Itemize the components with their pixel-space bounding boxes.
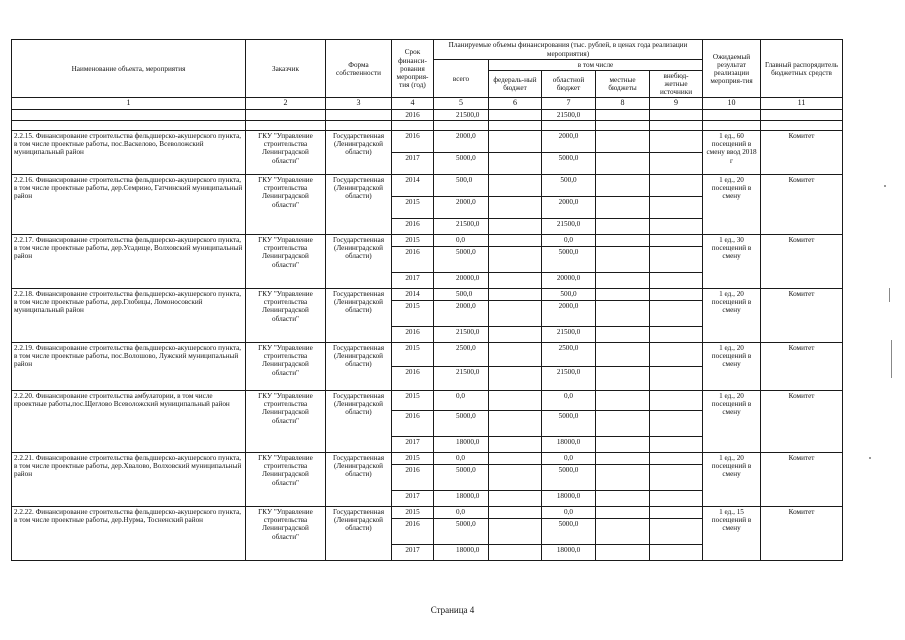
item-offbudget (650, 343, 703, 367)
item-customer: ГКУ "Управление строительства Ленинградской области" (246, 391, 326, 453)
item-federal (489, 219, 542, 235)
scan-speck (869, 457, 871, 459)
item-name: 2.2.16. Финансирование строительства фельдшерско-акушерского пункта, в том числе проектные работы, дер.Семрино, Гатчинский муниципальный район (12, 175, 246, 235)
item-regional: 5000,0 (542, 465, 596, 491)
item-federal (489, 273, 542, 289)
item-regional: 2000,0 (542, 131, 596, 153)
item-name: 2.2.20. Финансирование строительства амбулатории, в том числе проектные работы,пос.Щеглово Всеволожский муниципальный район (12, 391, 246, 453)
item-local (596, 453, 650, 465)
item-local (596, 507, 650, 519)
header-manager: Главный распорядитель бюджетных средств (761, 40, 843, 98)
item-regional: 0,0 (542, 235, 596, 247)
item-local (596, 131, 650, 153)
item-form: Государственная (Ленинградской области) (326, 343, 392, 391)
column-number: 2 (246, 98, 326, 110)
item-regional: 21500,0 (542, 327, 596, 343)
item-year: 2016 (392, 327, 434, 343)
item-local (596, 411, 650, 437)
header-total: всего (434, 60, 489, 98)
item-manager: Комитет (761, 343, 843, 391)
scan-mark (889, 288, 890, 302)
item-offbudget (650, 367, 703, 391)
item-manager: Комитет (761, 175, 843, 235)
column-number: 8 (596, 98, 650, 110)
item-total: 5000,0 (434, 519, 489, 545)
table-row (12, 343, 843, 367)
item-year: 2016 (392, 465, 434, 491)
item-regional: 0,0 (542, 391, 596, 411)
item-name: 2.2.18. Финансирование строительства фельдшерско-акушерского пункта, в том числе проектные работы, дер.Глобицы, Ломоносовский муниципальный район (12, 289, 246, 343)
item-name: 2.2.19. Финансирование строительства фельдшерско-акушерского пункта, в том числе проектные работы, пос.Волошово, Лужский муниципальный район (12, 343, 246, 391)
header-offbudget: внебюд-жетные источники (650, 71, 703, 98)
item-offbudget (650, 131, 703, 153)
item-federal (489, 391, 542, 411)
item-regional: 2500,0 (542, 343, 596, 367)
item-local (596, 273, 650, 289)
item-manager: Комитет (761, 289, 843, 343)
item-manager: Комитет (761, 235, 843, 289)
column-number: 9 (650, 98, 703, 110)
item-offbudget (650, 465, 703, 491)
item-local (596, 465, 650, 491)
item-federal (489, 545, 542, 561)
item-regional: 500,0 (542, 289, 596, 301)
item-federal (489, 411, 542, 437)
item-customer: ГКУ "Управление строительства Ленинградской области" (246, 289, 326, 343)
item-offbudget (650, 411, 703, 437)
scan-mark (891, 340, 892, 378)
item-local (596, 367, 650, 391)
item-year: 2017 (392, 437, 434, 453)
item-total: 0,0 (434, 391, 489, 411)
item-year: 2015 (392, 391, 434, 411)
table-row (12, 289, 843, 301)
item-federal (489, 519, 542, 545)
item-year: 2015 (392, 235, 434, 247)
item-offbudget (650, 437, 703, 453)
item-offbudget (650, 153, 703, 175)
table-row (12, 175, 843, 197)
item-local (596, 175, 650, 197)
item-offbudget (650, 453, 703, 465)
item-federal (489, 175, 542, 197)
item-form: Государственная (Ленинградской области) (326, 131, 392, 175)
item-total: 21500,0 (434, 367, 489, 391)
item-result: 1 ед., 15 посещений в смену (703, 507, 761, 561)
item-customer: ГКУ "Управление строительства Ленинградской области" (246, 507, 326, 561)
column-number-row (12, 98, 843, 110)
table-row (12, 110, 843, 121)
scan-speck (884, 185, 886, 187)
table-row (12, 131, 843, 153)
item-customer: ГКУ "Управление строительства Ленинградской области" (246, 343, 326, 391)
item-total: 18000,0 (434, 491, 489, 507)
item-name: 2.2.15. Финансирование строительства фельдшерско-акушерского пункта, в том числе проектные работы, пос.Васкелово, Всеволожский муниципальный район (12, 131, 246, 175)
item-federal (489, 289, 542, 301)
item-total: 2000,0 (434, 131, 489, 153)
item-offbudget (650, 301, 703, 327)
item-local (596, 391, 650, 411)
item-offbudget (650, 235, 703, 247)
item-regional: 5000,0 (542, 153, 596, 175)
item-federal (489, 367, 542, 391)
carry-regional: 21500,0 (542, 110, 596, 121)
item-total: 0,0 (434, 453, 489, 465)
item-customer: ГКУ "Управление строительства Ленинградской области" (246, 131, 326, 175)
item-offbudget (650, 219, 703, 235)
table-row (12, 235, 843, 247)
item-year: 2015 (392, 343, 434, 367)
item-manager: Комитет (761, 507, 843, 561)
header-local: местные бюджеты (596, 71, 650, 98)
item-federal (489, 153, 542, 175)
item-result: 1 ед., 60 посещений в смену ввод 2018 г (703, 131, 761, 175)
item-total: 5000,0 (434, 153, 489, 175)
item-form: Государственная (Ленинградской области) (326, 507, 392, 561)
item-federal (489, 131, 542, 153)
column-number: 5 (434, 98, 489, 110)
item-regional: 18000,0 (542, 437, 596, 453)
spacer-row (12, 121, 843, 131)
column-number: 7 (542, 98, 596, 110)
header-form: Форма собственности (326, 40, 392, 98)
item-total: 0,0 (434, 235, 489, 247)
financing-table (11, 39, 843, 561)
item-total: 5000,0 (434, 465, 489, 491)
column-number: 1 (12, 98, 246, 110)
item-regional: 5000,0 (542, 519, 596, 545)
column-number: 11 (761, 98, 843, 110)
item-regional: 5000,0 (542, 247, 596, 273)
item-year: 2017 (392, 545, 434, 561)
carry-total: 21500,0 (434, 110, 489, 121)
item-form: Государственная (Ленинградской области) (326, 453, 392, 507)
item-federal (489, 301, 542, 327)
carry-year: 2016 (392, 110, 434, 121)
item-federal (489, 197, 542, 219)
item-customer: ГКУ "Управление строительства Ленинградской области" (246, 453, 326, 507)
item-total: 2000,0 (434, 301, 489, 327)
item-local (596, 437, 650, 453)
item-federal (489, 437, 542, 453)
item-federal (489, 327, 542, 343)
item-year: 2017 (392, 153, 434, 175)
item-regional: 500,0 (542, 175, 596, 197)
item-total: 0,0 (434, 507, 489, 519)
header-name: Наименование объекта, мероприятия (12, 40, 246, 98)
item-year: 2016 (392, 519, 434, 545)
item-total: 5000,0 (434, 411, 489, 437)
item-local (596, 153, 650, 175)
item-regional: 2000,0 (542, 197, 596, 219)
item-regional: 18000,0 (542, 545, 596, 561)
table-body (12, 110, 843, 561)
item-form: Государственная (Ленинградской области) (326, 391, 392, 453)
item-offbudget (650, 391, 703, 411)
item-regional: 21500,0 (542, 219, 596, 235)
item-year: 2017 (392, 491, 434, 507)
item-offbudget (650, 273, 703, 289)
item-federal (489, 465, 542, 491)
item-year: 2016 (392, 367, 434, 391)
column-number: 6 (489, 98, 542, 110)
page-number: Страница 4 (430, 605, 475, 615)
item-year: 2016 (392, 131, 434, 153)
table-row (12, 391, 843, 411)
item-total: 500,0 (434, 289, 489, 301)
item-local (596, 545, 650, 561)
item-offbudget (650, 289, 703, 301)
item-local (596, 235, 650, 247)
header-customer: Заказчик (246, 40, 326, 98)
item-year: 2016 (392, 411, 434, 437)
table-row (12, 507, 843, 519)
item-offbudget (650, 507, 703, 519)
item-local (596, 519, 650, 545)
header-regional: областной бюджет (542, 71, 596, 98)
header-term: Срок финанси-рования мероприя-тия (год) (392, 40, 434, 98)
item-regional: 0,0 (542, 453, 596, 465)
item-result: 1 ед., 20 посещений в смену (703, 175, 761, 235)
item-federal (489, 343, 542, 367)
item-year: 2016 (392, 247, 434, 273)
item-result: 1 ед., 20 посещений в смену (703, 391, 761, 453)
item-total: 18000,0 (434, 545, 489, 561)
item-year: 2015 (392, 301, 434, 327)
item-year: 2014 (392, 175, 434, 197)
item-total: 18000,0 (434, 437, 489, 453)
header-planned: Планируемые объемы финансирования (тыс. рублей, в ценах года реализации мероприятия) (434, 40, 703, 60)
item-form: Государственная (Ленинградской области) (326, 175, 392, 235)
item-regional: 5000,0 (542, 411, 596, 437)
item-form: Государственная (Ленинградской области) (326, 289, 392, 343)
item-local (596, 247, 650, 273)
item-federal (489, 247, 542, 273)
item-offbudget (650, 175, 703, 197)
item-regional: 18000,0 (542, 491, 596, 507)
item-local (596, 491, 650, 507)
item-result: 1 ед., 20 посещений в смену (703, 343, 761, 391)
item-local (596, 289, 650, 301)
item-year: 2016 (392, 219, 434, 235)
item-regional: 21500,0 (542, 367, 596, 391)
item-total: 21500,0 (434, 219, 489, 235)
table-header (12, 40, 843, 110)
item-customer: ГКУ "Управление строительства Ленинградской области" (246, 175, 326, 235)
item-year: 2015 (392, 453, 434, 465)
item-offbudget (650, 197, 703, 219)
item-offbudget (650, 327, 703, 343)
item-regional: 20000,0 (542, 273, 596, 289)
item-result: 1 ед., 30 посещений в смену (703, 235, 761, 289)
item-federal (489, 507, 542, 519)
item-total: 21500,0 (434, 327, 489, 343)
item-year: 2014 (392, 289, 434, 301)
table-row (12, 453, 843, 465)
item-total: 20000,0 (434, 273, 489, 289)
item-local (596, 327, 650, 343)
item-year: 2015 (392, 197, 434, 219)
item-regional: 0,0 (542, 507, 596, 519)
item-offbudget (650, 519, 703, 545)
item-name: 2.2.17. Финансирование строительства фельдшерско-акушерского пункта, в том числе проектные работы, дер.Усадище, Волховский муниципальный район (12, 235, 246, 289)
column-number: 4 (392, 98, 434, 110)
item-name: 2.2.21. Финансирование строительства фельдшерско-акушерского пункта, в том числе проектные работы, дер.Хвалово, Волховский муниципальный район (12, 453, 246, 507)
item-name: 2.2.22. Финансирование строительства фельдшерско-акушерского пункта, в том числе проектные работы, дер.Нурма, Тосненский район (12, 507, 246, 561)
item-offbudget (650, 545, 703, 561)
item-result: 1 ед., 20 посещений в смену (703, 453, 761, 507)
item-offbudget (650, 491, 703, 507)
item-total: 2000,0 (434, 197, 489, 219)
item-result: 1 ед., 20 посещений в смену (703, 289, 761, 343)
item-manager: Комитет (761, 131, 843, 175)
column-number: 3 (326, 98, 392, 110)
header-expected: Ожидаемый результат реализации мероприя-тия (703, 40, 761, 98)
item-local (596, 197, 650, 219)
header-incl: в том числе (489, 60, 703, 71)
item-offbudget (650, 247, 703, 273)
item-local (596, 343, 650, 367)
item-year: 2017 (392, 273, 434, 289)
item-form: Государственная (Ленинградской области) (326, 235, 392, 289)
item-local (596, 301, 650, 327)
item-local (596, 219, 650, 235)
column-number: 10 (703, 98, 761, 110)
header-federal: федераль-ный бюджет (489, 71, 542, 98)
item-manager: Комитет (761, 391, 843, 453)
item-total: 2500,0 (434, 343, 489, 367)
item-manager: Комитет (761, 453, 843, 507)
item-federal (489, 453, 542, 465)
item-customer: ГКУ "Управление строительства Ленинградской области" (246, 235, 326, 289)
item-total: 5000,0 (434, 247, 489, 273)
item-federal (489, 235, 542, 247)
item-year: 2015 (392, 507, 434, 519)
item-total: 500,0 (434, 175, 489, 197)
item-federal (489, 491, 542, 507)
item-regional: 2000,0 (542, 301, 596, 327)
